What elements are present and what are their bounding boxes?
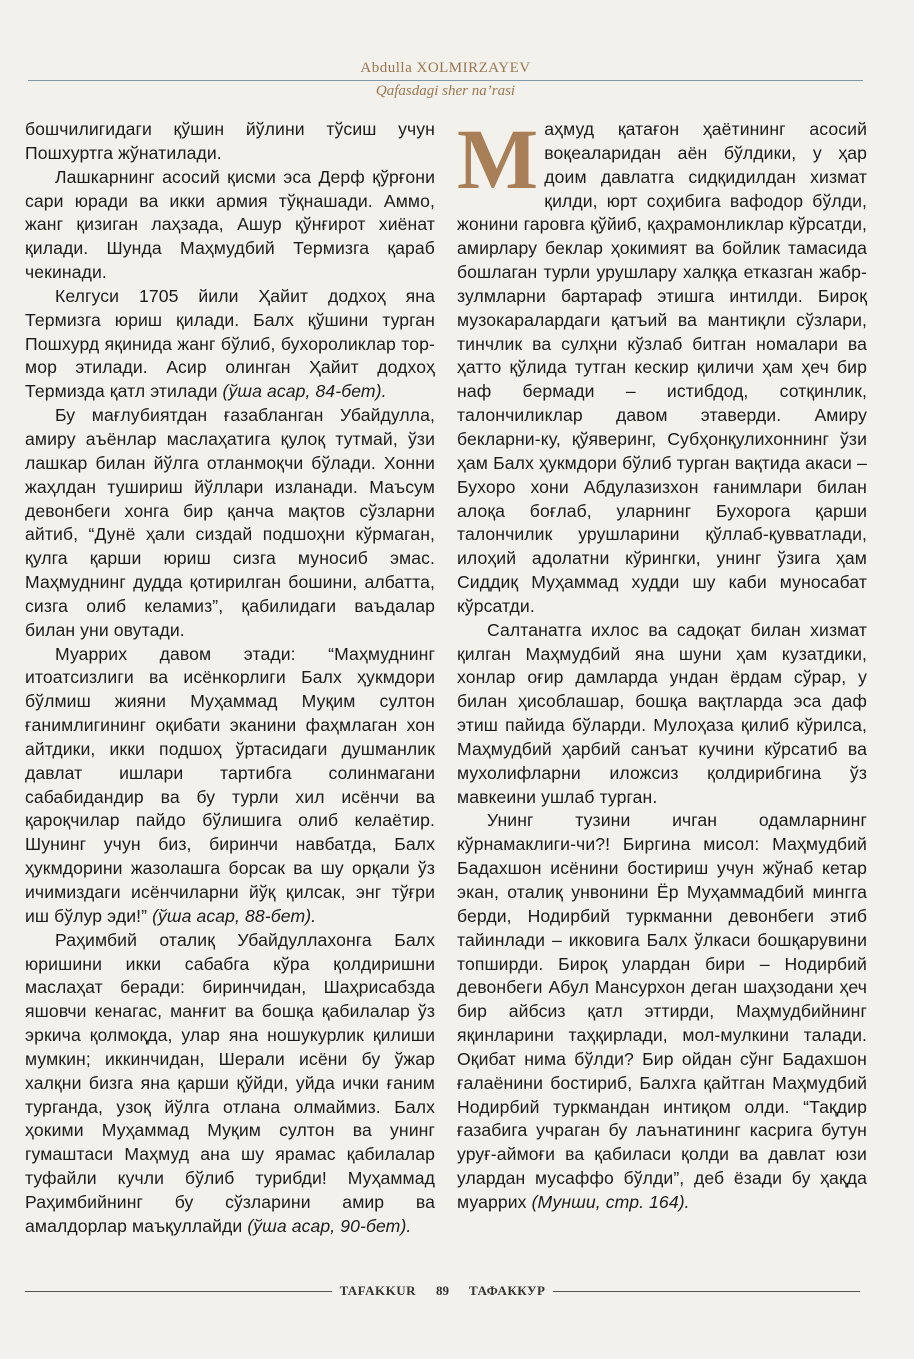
footer-magazine-latin: TAFAKKUR	[339, 1283, 417, 1298]
header-rule	[28, 80, 863, 81]
footer-magazine-cyrillic: ТАФАККУР	[469, 1283, 546, 1298]
header-author: Abdulla XOLMIRZAYEV	[360, 60, 531, 76]
footer-rule-right	[553, 1291, 860, 1292]
paragraph: Унинг тузини ичган одамларнинг кўрнамаклиги-чи?! Биргина мисол: Маҳмудбий Бадахшон исёнини бостириш учун жўнаб кетар экан, отaлиқ унвонини Ёр Муҳаммадбий мингга берди, Нодирбий туркманни девонбеги этиб тайинлади – икковига Балх ўлкаси бошқарувини топширди. Бироқ улардан бири – Нодирбий девонбеги Абул Мансурхон деган шаҳзодани ҳеч бир айбсиз қатл эттирди, Маҳмудбийнинг яқинларини таҳқирлади, мол-мулкини талади. Оқибат нима бўлди? Бир ойдан сўнг Бадахшон ғалаёнини бостириб, Балхга қайтган Маҳмудбий Нодирбий туркмандан интиқом олди. “Тақдир ғазабига учраган бу лаънатининг касрига бутун уруғ-аймоғи ва қабиласи қолди ва давлат юзи улардан мусаффо бўлди”, деб ёзади бу ҳақда муаррих (Мунши, стр. 164).	[457, 810, 867, 1212]
citation: (ўша асар, 84-бет).	[222, 381, 387, 402]
page-footer	[25, 1283, 860, 1299]
paragraph: Келгуси 1705 йили Ҳайит додхоҳ яна Термизга юриш қилади. Балх қўшини турган Пошхурд яқинида жанг бўлиб, бухороликлар тор-мор этилади. Асир олинган Ҳайит додхоҳ Термизда қатл этилади (ўша асар, 84-бет).	[25, 285, 435, 402]
paragraph: Раҳимбий отaлиқ Убайдуллахонга Балх юришини икки сабабга кўра қолдиришни маслаҳат беради: биринчидан, Шаҳрисабзда яшовчи кенагас, манғит ва бошқа қабилалар ўз эркича қолмоқда, улар яна ношукурлик қилиши мумкин; иккинчидан, Шерали исёни бу ўжар халқни бизга яна қарши қўйди, уйда ички ғаним турганда, узоқ йўлга отлана олмаймиз. Балх ҳокими Муҳаммад Муқим султон ва унинг гумаштаси Маҳмуд ана шу ярамас қабилалар туфайли кучли бўлиб турибди! Муҳаммад Раҳимбийнинг бу сўзларини амир ва амалдорлар маъқуллайди (ўша асар, 90-бет).	[25, 929, 435, 1236]
paragraph: бошчилигидаги қўшин йўлини тўсиш учун Пошхуртга жўнатилади.	[25, 119, 435, 163]
right-column	[457, 111, 867, 1215]
paragraph: Муаррих давом этади: “Маҳмуднинг итоатсизлиги ва исёнкорлиги Балх ҳукмдори бўлмиш жияни Муҳаммад Муқим султон ғанимлигининг оқибати эканини фаҳмлаган хон айтдики, икки подшоҳ ўртасидаги душманлик давлат ишлари тартибга солинмагани сабабидандир ва бу турли хил исёнчи ва қароқчилар пайдо бўлишига олиб келаётир. Шунинг учун биз, биринчи навбатда, Балх ҳукмдорини жазолашга борсак ва шу орқали ўз ичимиздаги исёнчиларни йўқ қилсак, энг тўғри иш бўлур эди!” (ўша асар, 88-бет).	[25, 643, 435, 926]
paragraph: Салтанатга ихлос ва садоқат билан хизмат қилган Маҳмудбий яна шуни ҳам кузатдики, хонлар оғир дамларда ундан ёрдам сўрар, у билан ҳисоблашар, бошқа вақтларда эса даф этиш пайида бўларди. Мулоҳаза қилиб кўрилса, Маҳмудбий ҳарбий санъат кучини кўрсатиб ва мухолифларни иложсиз қолдирибгина ўз мавкеини ушлаб турган.	[457, 619, 867, 807]
paragraph: Лашкарнинг асосий қисми эса Дерф қўрғони сари юради ва икки армия тўқнашади. Аммо, жанг қизиган лаҳзада, Ашур қўнғирот хиёнат қилади. Шунда Маҳмудбий Термизга қараб чекинади.	[25, 166, 435, 283]
paragraph: Бу мағлубиятдан ғазабланган Убайдулла, амиру аъёнлар маслаҳатига қулоқ тутмай, ўзи лашкар билан йўлга отланмоқчи бўлади. Хонни жаҳлдан тушириш йўллари изланади. Маъсум девонбеги хонга бир қанча мақтов сўзларни айтиб, “Дунё ҳали сиздай подшоҳни кўрмаган, қулга қарши юриш сизга муносиб эмас. Маҳмуднинг дудда қотирилган бошини, албатта, сизга олиб келамиз”, қабилидаги ваъдалар билан уни овутади.	[25, 405, 435, 640]
header-subtitle: Qafasdagi sher na’rasi	[375, 83, 516, 99]
citation: (ўша асар, 88-бет).	[152, 905, 317, 926]
running-header	[28, 60, 863, 100]
drop-cap: М	[457, 111, 539, 207]
citation: (ўша асар, 90-бет).	[247, 1215, 412, 1236]
page-number: 89	[436, 1283, 450, 1298]
citation: (Мунши, стр. 164).	[531, 1191, 690, 1212]
left-column	[25, 118, 435, 1239]
footer-rule-left	[25, 1291, 332, 1292]
paragraph: Маҳмуд қатағон ҳаётининг асосий воқеаларидан аён бўлдики, у ҳар доим давлатга сидқидилдан хизмат қилди, юрт соҳибига вафодор бўлди, жонини гаровга қўйиб, қаҳрамонликлар кўрсатди, амирлару беклар ҳокимият ва бойлик тамасида бошлаган турли урушлару халққа етказган жабр-зулмларни бартараф этишга интилди. Бироқ музокаралардаги қатъий ва мантиқли сўзлари, тинчлик ва сулҳни кўзлаб битган номалари ва ҳатто қўлида тутган кескир қиличи ҳам ҳеч бир наф бермади – истибдод, сотқинлик, талончиликлар давом этаверди. Амиру бекларни-ку, қўяверинг, Субҳонқулихоннинг ўзи ҳам Балх ҳукмдори бўлиб турган вақтида акаси – Бухоро хони Абдулазизхон ғанимлари билан алоқа боғлаб, уларнинг Бухорога қарши талончилик урушларини қўллаб-қувватлади, илоҳий адолатни кўрингки, унинг ўзига ҳам Сиддиқ Муҳаммад худди шу каби муносабат кўрсатди.	[457, 111, 867, 616]
